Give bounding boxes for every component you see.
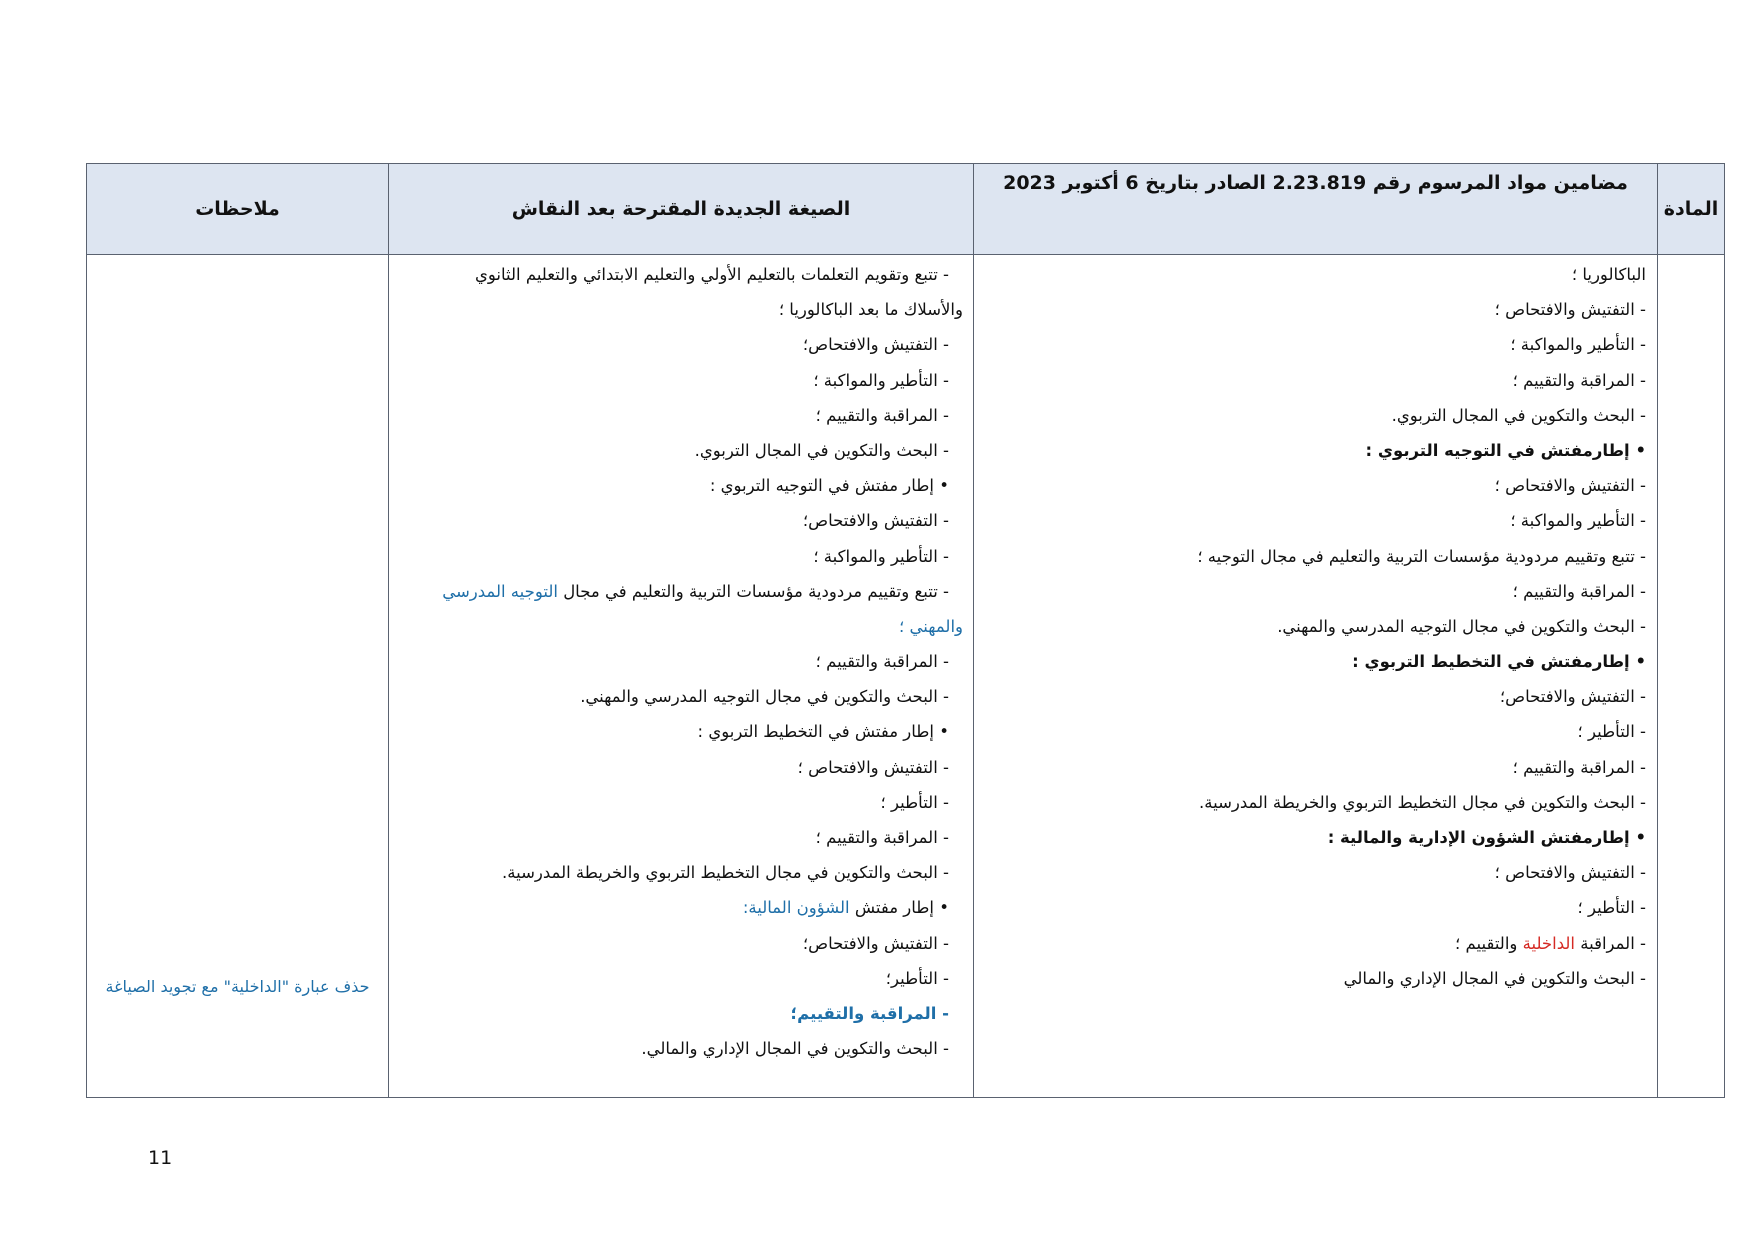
proposed-line: - التأطير والمواكبة ؛ [813,546,949,566]
decree-line: - البحث والتكوين في المجال الإداري والمالي [1343,968,1646,988]
decree-line: - المراقبة والتقييم ؛ [1512,757,1646,777]
header-notes: ملاحظات [87,164,389,255]
highlight-control: - المراقبة والتقييم؛ [790,1003,949,1023]
proposed-line: • إطار مفتش في التوجيه التربوي : [709,476,949,496]
highlight-finance: الشؤون المالية: [742,898,850,918]
decree-line: - التأطير والمواكبة ؛ [1510,511,1646,531]
decree-line: - التفتيش والافتحاص ؛ [1494,476,1646,496]
highlight-orientation: التوجيه المدرسي [442,581,558,601]
proposed-line: - المراقبة والتقييم ؛ [815,405,949,425]
decree-line: - البحث والتكوين في مجال التخطيط التربوي والخريطة المدرسية. [1199,792,1646,812]
proposed-line: - التفتيش والافتحاص؛ [802,511,949,531]
proposed-lines [389,255,973,1066]
proposed-wording-cell [389,255,974,1098]
proposed-line: - التأطير؛ [885,968,949,988]
header-article: المادة [1658,164,1725,255]
decree-line: الباكالوريا ؛ [1571,265,1646,284]
header-decree-content: مضامين مواد المرسوم رقم 2.23.819 الصادر بتاريخ 6 أكتوبر 2023 [974,164,1658,255]
line-text: - تتبع وتقييم مردودية مؤسسات التربية والتعليم في مجال [557,581,949,601]
header-proposed-wording: الصيغة الجديدة المقترحة بعد النقاش [389,164,974,255]
decree-line: - التفتيش والافتحاص؛ [1499,687,1646,707]
decree-content-cell [974,255,1658,1098]
line-text: • إطار مفتش [849,898,949,918]
proposed-line: - المراقبة والتقييم ؛ [815,828,949,847]
decree-line: - التفتيش والافتحاص ؛ [1494,863,1646,883]
proposed-line: • إطار مفتش في التخطيط التربوي : [697,722,949,742]
proposed-line [389,574,963,609]
highlight-internal: الداخلية [1522,933,1575,953]
decree-line: • إطارمفتش الشؤون الإدارية والمالية : [1327,828,1646,847]
decree-line: - التأطير والمواكبة ؛ [1510,335,1646,355]
notes-cell [87,255,389,1098]
line-text: - المراقبة [1575,933,1646,953]
proposed-line [389,609,963,644]
proposed-line: - المراقبة والتقييم ؛ [815,652,949,672]
decree-line: - التأطير ؛ [1577,722,1646,742]
decree-line: - تتبع وتقييم مردودية مؤسسات التربية والتعليم في مجال التوجيه ؛ [1197,546,1646,566]
proposed-line: - التفتيش والافتحاص؛ [802,933,949,953]
article-cell [1658,255,1725,1098]
line-text: والتقييم ؛ [1455,933,1523,953]
proposed-line: - البحث والتكوين في المجال الإداري والمالي. [641,1039,949,1059]
proposed-line: - التفتيش والافتحاص ؛ [797,757,949,777]
proposed-line: - تتبع وتقويم التعلمات بالتعليم الأولي والتعليم الابتدائي والتعليم الثانوي [474,265,949,284]
highlight-vocational: والمهني ؛ [899,616,963,636]
proposed-line: - التأطير والمواكبة ؛ [813,370,949,390]
decree-line [974,926,1646,961]
proposed-line: - البحث والتكوين في مجال التوجيه المدرسي والمهني. [580,687,949,707]
decree-line: - التفتيش والافتحاص ؛ [1494,300,1646,320]
note-text: حذف عبارة "الداخلية" مع تجويد الصياغة [105,977,370,996]
decree-comparison-table [86,163,1725,1098]
proposed-line: - البحث والتكوين في المجال التربوي. [694,440,949,460]
decree-line: - التأطير ؛ [1577,898,1646,918]
page-number: 11 [148,1147,173,1169]
proposed-line: - البحث والتكوين في مجال التخطيط التربوي والخريطة المدرسية. [502,863,949,883]
proposed-line: والأسلاك ما بعد الباكالوريا ؛ [778,300,963,320]
proposed-line [389,890,963,925]
table-row [87,255,1725,1098]
proposed-line [389,996,963,1031]
decree-line: • إطارمفتش في التوجيه التربوي : [1365,440,1646,460]
table-header-row [87,164,1725,255]
decree-line: - المراقبة والتقييم ؛ [1512,370,1646,390]
decree-line: - البحث والتكوين في مجال التوجيه المدرسي والمهني. [1277,616,1646,636]
decree-line: - البحث والتكوين في المجال التربوي. [1391,405,1646,425]
proposed-line: - التفتيش والافتحاص؛ [802,335,949,355]
decree-line: - المراقبة والتقييم ؛ [1512,581,1646,601]
proposed-line: - التأطير ؛ [880,792,949,812]
decree-lines [974,255,1657,996]
decree-line: • إطارمفتش في التخطيط التربوي : [1352,652,1646,672]
